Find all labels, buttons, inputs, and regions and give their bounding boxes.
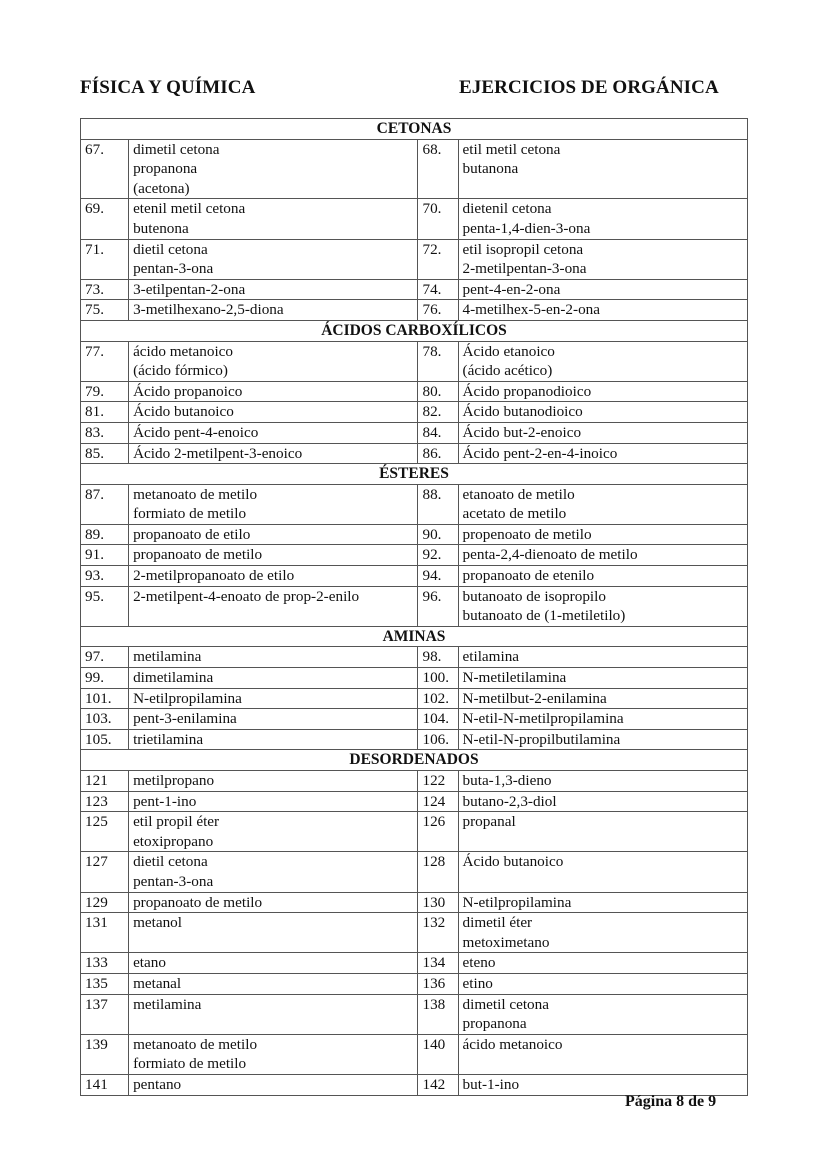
exercise-number: 125 (81, 812, 129, 852)
compound-name: butanoato de (1-metiletilo) (462, 607, 626, 625)
exercise-number: 76. (418, 300, 458, 321)
compound-name: 3-etilpentan-2-ona (133, 280, 246, 298)
compound-name: Ácido etanoico (462, 342, 555, 360)
compound-name: metanol (133, 914, 182, 932)
compound-name-cell (129, 1034, 418, 1074)
exercise-number: 141 (81, 1074, 129, 1095)
compound-name: propanona (133, 160, 198, 178)
table-row (81, 199, 748, 239)
compound-name: formiato de metilo (133, 505, 247, 523)
exercise-number: 83. (81, 422, 129, 443)
compound-name: propanoato de metilo (133, 893, 263, 911)
table-row (81, 524, 748, 545)
exercise-number: 103. (81, 709, 129, 730)
compound-name-cell (129, 892, 418, 913)
exercise-number: 74. (418, 279, 458, 300)
exercise-number: 104. (418, 709, 458, 730)
section-title: ÁCIDOS CARBOXÍLICOS (81, 320, 748, 341)
table-row (81, 709, 748, 730)
compound-name: 2-metilpent-4-enoato de prop-2-enilo (133, 587, 360, 605)
compound-name: Ácido propanodioico (462, 382, 592, 400)
compound-name: metanoato de metilo (133, 485, 258, 503)
compound-name-cell (458, 300, 747, 321)
exercise-number: 91. (81, 545, 129, 566)
compound-name: etano (133, 954, 166, 972)
compound-name-cell (458, 381, 747, 402)
compound-name: acetato de metilo (462, 505, 567, 523)
table-row (81, 892, 748, 913)
compound-name: 4-metilhex-5-en-2-ona (462, 301, 601, 319)
compound-name: dimetil cetona (133, 140, 220, 158)
exercise-number: 139 (81, 1034, 129, 1074)
exercise-number: 81. (81, 402, 129, 423)
compound-name: etilamina (462, 648, 520, 666)
exercise-number: 133 (81, 953, 129, 974)
compound-name-cell (129, 300, 418, 321)
exercise-number: 129 (81, 892, 129, 913)
compound-name: 2-metilpropanoato de etilo (133, 567, 295, 585)
compound-name-cell (458, 892, 747, 913)
compound-name-cell (129, 199, 418, 239)
exercise-number: 123 (81, 791, 129, 812)
exercise-number: 127 (81, 852, 129, 892)
table-row (81, 341, 748, 381)
compound-name-cell (458, 443, 747, 464)
compound-name-cell (129, 402, 418, 423)
compound-name: dimetil éter (462, 914, 533, 932)
compound-name: Ácido propanoico (133, 382, 243, 400)
table-row (81, 668, 748, 689)
exercise-number: 96. (418, 586, 458, 626)
exercise-number: 87. (81, 484, 129, 524)
compound-name-cell (129, 791, 418, 812)
compound-name: etoxipropano (133, 832, 214, 850)
compound-name: N-metiletilamina (462, 669, 567, 687)
compound-name-cell (129, 524, 418, 545)
exercise-number: 78. (418, 341, 458, 381)
section-header-row (81, 464, 748, 485)
compound-name-cell (129, 973, 418, 994)
table-row (81, 791, 748, 812)
compound-name-cell (458, 709, 747, 730)
compound-name-cell (129, 688, 418, 709)
compound-name: (ácido acético) (462, 362, 553, 380)
section-title: CETONAS (81, 119, 748, 140)
compound-name: penta-2,4-dienoato de metilo (462, 546, 638, 564)
compound-name-cell (458, 973, 747, 994)
table-row (81, 586, 748, 626)
exercise-number: 132 (418, 913, 458, 953)
table-row (81, 1074, 748, 1095)
compound-name: formiato de metilo (133, 1055, 247, 1073)
exercise-number: 73. (81, 279, 129, 300)
exercise-number: 75. (81, 300, 129, 321)
page-number: Página 8 de 9 (625, 1093, 717, 1110)
compound-name: dietil cetona (133, 853, 208, 871)
exercise-number: 122 (418, 771, 458, 792)
exercise-number: 82. (418, 402, 458, 423)
compound-name: metilamina (133, 995, 202, 1013)
compound-name-cell (129, 953, 418, 974)
compound-name: etino (462, 974, 493, 992)
compound-name: butano-2,3-diol (462, 792, 557, 810)
compound-name: (acetona) (133, 179, 190, 197)
compound-name-cell (458, 341, 747, 381)
compound-name: butenona (133, 219, 189, 237)
compound-name-cell (458, 771, 747, 792)
compound-name: N-metilbut-2-enilamina (462, 689, 607, 707)
compound-name-cell (129, 668, 418, 689)
exercise-number: 80. (418, 381, 458, 402)
compound-name: propenoato de metilo (462, 525, 592, 543)
compound-name: etenil metil cetona (133, 200, 246, 218)
compound-name-cell (129, 545, 418, 566)
exercise-number: 100. (418, 668, 458, 689)
compound-name-cell (129, 139, 418, 199)
exercise-number: 92. (418, 545, 458, 566)
exercise-number: 124 (418, 791, 458, 812)
table-row (81, 913, 748, 953)
section-title: AMINAS (81, 626, 748, 647)
compound-name: Ácido butanoico (133, 403, 234, 421)
table-row (81, 239, 748, 279)
compound-name: propanoato de metilo (133, 546, 263, 564)
table-row (81, 994, 748, 1034)
exercise-number: 101. (81, 688, 129, 709)
table-row (81, 729, 748, 750)
exercise-number: 97. (81, 647, 129, 668)
compound-name: etanoato de metilo (462, 485, 575, 503)
exercise-number: 121 (81, 771, 129, 792)
exercise-number: 102. (418, 688, 458, 709)
compound-name-cell (458, 524, 747, 545)
compound-name: pent-3-enilamina (133, 710, 237, 728)
section-header-row (81, 320, 748, 341)
compound-name: Ácido pent-4-enoico (133, 423, 259, 441)
exercise-number: 93. (81, 566, 129, 587)
compound-name-cell (129, 443, 418, 464)
compound-name: ácido metanoico (462, 1035, 563, 1053)
compound-name: butanona (462, 160, 519, 178)
compound-name: trietilamina (133, 730, 204, 748)
compound-name: 2-metilpentan-3-ona (462, 260, 587, 278)
exercise-number: 128 (418, 852, 458, 892)
exercise-number: 140 (418, 1034, 458, 1074)
exercise-number: 137 (81, 994, 129, 1034)
compound-name: buta-1,3-dieno (462, 772, 552, 789)
compound-name: pent-1-ino (133, 792, 197, 810)
compound-name-cell (129, 852, 418, 892)
table-row (81, 402, 748, 423)
compound-name-cell (458, 1074, 747, 1095)
table-row (81, 545, 748, 566)
compound-name-cell (129, 566, 418, 587)
compound-name-cell (129, 279, 418, 300)
exercise-number: 105. (81, 729, 129, 750)
table-row (81, 566, 748, 587)
compound-name: dimetilamina (133, 669, 214, 687)
table-row (81, 647, 748, 668)
compound-name: but-1-ino (462, 1075, 520, 1093)
compound-name: Ácido butanoico (462, 853, 564, 871)
compound-name-cell (129, 994, 418, 1034)
exercise-number: 131 (81, 913, 129, 953)
table-row (81, 279, 748, 300)
exercise-number: 77. (81, 341, 129, 381)
table-row (81, 953, 748, 974)
table-row (81, 771, 748, 792)
exercise-number: 86. (418, 443, 458, 464)
compound-name: N-etil-N-metilpropilamina (462, 710, 624, 728)
compound-name: dietil cetona (133, 240, 208, 258)
exercise-number: 138 (418, 994, 458, 1034)
compound-name-cell (458, 402, 747, 423)
exercise-number: 79. (81, 381, 129, 402)
exercise-number: 70. (418, 199, 458, 239)
compound-name: penta-1,4-dien-3-ona (462, 219, 591, 237)
exercise-number: 84. (418, 422, 458, 443)
exercise-number: 72. (418, 239, 458, 279)
table-row (81, 300, 748, 321)
exercise-number: 88. (418, 484, 458, 524)
compound-name: eteno (462, 954, 496, 972)
header-subject: FÍSICA Y QUÍMICA (80, 77, 256, 98)
compound-name-cell (129, 381, 418, 402)
section-header-row (81, 626, 748, 647)
compound-name-cell (129, 729, 418, 750)
exercise-number: 94. (418, 566, 458, 587)
compound-name-cell (458, 484, 747, 524)
compound-name: pentan-3-ona (133, 872, 214, 890)
compound-name: pent-4-en-2-ona (462, 280, 561, 298)
compound-name-cell (129, 647, 418, 668)
compound-name: metanal (133, 974, 182, 992)
exercise-number: 135 (81, 973, 129, 994)
compound-name: etil metil cetona (462, 140, 561, 158)
compound-name-cell (458, 199, 747, 239)
exercise-number: 98. (418, 647, 458, 668)
compound-name: 3-metilhexano-2,5-diona (133, 301, 284, 319)
table-row (81, 422, 748, 443)
exercise-number: 85. (81, 443, 129, 464)
section-header-row (81, 119, 748, 140)
compound-name: pentano (133, 1075, 182, 1093)
compound-name-cell (129, 771, 418, 792)
exercise-number: 130 (418, 892, 458, 913)
exercise-number: 90. (418, 524, 458, 545)
compound-name-cell (458, 239, 747, 279)
exercise-number: 99. (81, 668, 129, 689)
compound-name-cell (458, 688, 747, 709)
compound-name-cell (129, 484, 418, 524)
compound-name-cell (458, 279, 747, 300)
compound-name: etil isopropil cetona (462, 240, 584, 258)
table-row (81, 139, 748, 199)
compound-name: etil propil éter (133, 813, 220, 831)
compound-name: N-etilpropilamina (462, 893, 572, 911)
compound-name: dietenil cetona (462, 200, 552, 218)
exercise-number: 69. (81, 199, 129, 239)
table-row (81, 381, 748, 402)
compound-name: Ácido pent-2-en-4-inoico (462, 444, 618, 462)
compound-name: propanal (462, 813, 516, 831)
table-row (81, 1034, 748, 1074)
compound-name: butanoato de isopropilo (462, 587, 606, 605)
table-row (81, 484, 748, 524)
compound-name-cell (458, 139, 747, 199)
compound-name: metanoato de metilo (133, 1035, 258, 1053)
compound-name: Ácido but-2-enoico (462, 423, 582, 441)
exercise-number: 68. (418, 139, 458, 199)
compound-name-cell (129, 586, 418, 626)
compound-name: metoximetano (462, 933, 550, 951)
compound-name-cell (129, 1074, 418, 1095)
compound-name: N-etilpropilamina (133, 689, 242, 707)
compound-name: Ácido butanodioico (462, 403, 583, 421)
compound-name-cell (129, 239, 418, 279)
compound-name-cell (458, 668, 747, 689)
exercise-number: 106. (418, 729, 458, 750)
compound-name: (ácido fórmico) (133, 362, 228, 380)
compound-name-cell (129, 341, 418, 381)
compound-name: metilamina (133, 648, 202, 666)
exercise-number: 142 (418, 1074, 458, 1095)
compound-name: pentan-3-ona (133, 260, 214, 278)
compound-name-cell (458, 812, 747, 852)
table-row (81, 973, 748, 994)
table-row (81, 852, 748, 892)
exercise-number: 67. (81, 139, 129, 199)
table-row (81, 688, 748, 709)
section-header-row (81, 750, 748, 771)
exercises-table-body (81, 119, 748, 1096)
compound-name: dimetil cetona (462, 995, 549, 1013)
compound-name-cell (458, 953, 747, 974)
compound-name-cell (458, 566, 747, 587)
table-row (81, 443, 748, 464)
compound-name-cell (129, 913, 418, 953)
compound-name-cell (458, 545, 747, 566)
compound-name-cell (458, 729, 747, 750)
compound-name: Ácido 2-metilpent-3-enoico (133, 444, 303, 462)
compound-name-cell (458, 586, 747, 626)
compound-name-cell (458, 422, 747, 443)
exercise-number: 136 (418, 973, 458, 994)
compound-name-cell (129, 812, 418, 852)
exercise-number: 71. (81, 239, 129, 279)
compound-name: metilpropano (133, 772, 215, 789)
exercise-number: 89. (81, 524, 129, 545)
compound-name-cell (458, 1034, 747, 1074)
compound-name-cell (458, 994, 747, 1034)
section-title: ÉSTERES (81, 464, 748, 485)
header-title: EJERCICIOS DE ORGÁNICA (459, 77, 719, 98)
compound-name: propanona (462, 1015, 527, 1033)
compound-name: N-etil-N-propilbutilamina (462, 730, 621, 748)
section-title: DESORDENADOS (81, 750, 748, 771)
exercise-number: 95. (81, 586, 129, 626)
exercise-number: 126 (418, 812, 458, 852)
compound-name: ácido metanoico (133, 342, 234, 360)
compound-name-cell (129, 709, 418, 730)
exercises-table (80, 118, 748, 1096)
compound-name-cell (129, 422, 418, 443)
compound-name-cell (458, 852, 747, 892)
compound-name: propanoato de etilo (133, 525, 251, 543)
compound-name-cell (458, 791, 747, 812)
compound-name-cell (458, 913, 747, 953)
table-row (81, 812, 748, 852)
compound-name: propanoato de etenilo (462, 567, 595, 585)
exercise-number: 134 (418, 953, 458, 974)
compound-name-cell (458, 647, 747, 668)
